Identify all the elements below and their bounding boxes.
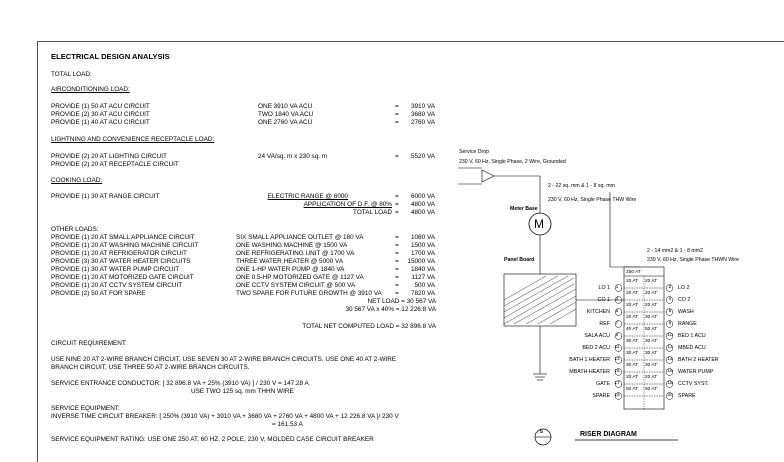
net-load: NET LOAD = 30 567 VA (367, 298, 436, 305)
other-item: PROVIDE (1) 20 AT SMALL APPLIANCE CIRCUIT (51, 234, 195, 241)
cooking-eq-1: = (395, 193, 399, 200)
circuit-label-right: WATER PUMP (678, 369, 714, 375)
circuit-number-right: 18 (667, 381, 673, 386)
circuit-heading: CIRCUIT REQUIREMENT: (51, 340, 127, 347)
wire1-spec-b: 230 V, 60 Hz, Single Phase THW Wire (548, 197, 637, 203)
circuit-label-right: MBED ACU (678, 345, 706, 351)
circuit-number-left: 13 (614, 357, 620, 362)
circuit-number-right: 6 (668, 309, 672, 314)
aircon-item: PROVIDE (1) 50 AT ACU CIRCUIT (51, 103, 150, 110)
circuit-label-right: LO 2 (678, 285, 690, 291)
circuit-label-left: BATH 1 HEATER (569, 357, 610, 363)
wire2-spec-a: 2 - 14 mm2 & 1 - 8 mm2 (647, 248, 703, 254)
other-value: 1840 VA (410, 266, 435, 273)
breaker-rating-left: 30 AT (626, 363, 639, 368)
demand-factor: 30 567 VA x 40% = 12 226.8 VA (345, 306, 436, 313)
circuit-number-right: 14 (667, 357, 673, 362)
service-drop-arrow (482, 170, 494, 182)
breaker-rating-left: 30 AT (626, 351, 639, 356)
lighting-item: PROVIDE (2) 20 AT LIGHTING CIRCUIT (51, 153, 167, 160)
breaker-rating-right: 30 AT (645, 363, 658, 368)
other-desc: ONE 0.5-HP MOTORIZED GATE @ 1127 VA (236, 274, 364, 281)
equip-heading: SERVICE EQUIPMENT: (51, 405, 120, 412)
wire2-spec-b: 230 V, 60 Hz, Single Phase THWN Wire (647, 257, 739, 263)
breaker-rating-left: 20 AT (626, 375, 639, 380)
circuit-number-right: 8 (668, 321, 672, 326)
lighting-heading: LIGHTNING AND CONVENIENCE RECEPTACLE LOAD: (51, 136, 215, 143)
other-eq: = (395, 234, 399, 241)
equip-line-2: = 161.53 A (272, 421, 303, 428)
cooking-heading: COOKING LOAD: (51, 177, 103, 184)
other-desc: SIX SMALL APPLIANCE OUTLET @ 180 VA (236, 234, 364, 241)
circuit-number-left: 9 (615, 333, 619, 338)
circuit-label-right: WASH (678, 309, 694, 315)
equip-line-1: INVERSE TIME CIRCUIT BREAKER: [ 250% (3910 VA) + 3910 VA + 3680 VA + 2760 VA + 4800 VA + 12 226.8 VA ]/ 230 V (51, 413, 399, 420)
aircon-value: 3910 VA (410, 103, 435, 110)
circuit-number-left: 11 (614, 345, 620, 350)
sec-line-2: USE TWO 125 sq. mm THHN WIRE (191, 388, 294, 395)
breaker-rating-left: 40 AT (626, 327, 639, 332)
breaker-rating-left: 20 AT (626, 303, 639, 308)
panel-board-label: Panel Board (504, 257, 535, 263)
other-value: 15000 VA (407, 258, 435, 265)
aircon-item: PROVIDE (2) 30 AT ACU CIRCUIT (51, 111, 150, 118)
circuit-label-right: CO 2 (678, 297, 691, 303)
aircon-item: PROVIDE (1) 40 AT ACU CIRCUIT (51, 119, 150, 126)
other-eq: = (395, 258, 399, 265)
other-eq: = (395, 290, 399, 297)
cooking-val-1: 6000 VA (410, 193, 435, 200)
circuit-number-left: 15 (614, 369, 620, 374)
aircon-value: 2760 VA (410, 119, 435, 126)
breaker-rating-right: 20 AT (645, 291, 658, 296)
circuit-number-left: 1 (615, 285, 619, 290)
circuit-number-left: 5 (615, 309, 619, 314)
breaker-rating-left: 50 AT (626, 387, 639, 392)
other-eq: = (395, 266, 399, 273)
total-net-load: TOTAL NET COMPUTED LOAD = 32 896.8 VA (302, 323, 436, 330)
cooking-eq-3: = (395, 209, 399, 216)
circuit-number-left: 3 (615, 297, 619, 302)
other-eq: = (395, 282, 399, 289)
circuit-line-2: BRANCH CIRCUIT, USE THREE 50 AT 2-WIRE BRANCH CIRCUITS. (51, 364, 250, 371)
cooking-val-2: 4800 VA (410, 201, 435, 208)
circuit-number-right: 4 (668, 297, 672, 302)
page-title: ELECTRICAL DESIGN ANALYSIS (51, 52, 170, 61)
total-load-label: TOTAL LOAD: (51, 71, 92, 78)
rating-line: SERVICE EQUIPMENT RATING: USE ONE 250 AT, 60 HZ, 2 POLE, 230 V, MOLDED CASE CIRCUIT BREAKER (51, 436, 374, 443)
aircon-eq: = (395, 111, 399, 118)
breaker-rating-right: 20 AT (645, 303, 658, 308)
circuit-label-right: CCTV SYST. (678, 381, 709, 387)
other-item: PROVIDE (2) 50 AT FOR SPARE (51, 290, 146, 297)
lighting-value: 5520 VA (410, 153, 435, 160)
cooking-desc-1: ELECTRIC RANGE @ 6000 (267, 193, 348, 200)
circuit-label-right: RANGE (678, 321, 697, 327)
other-item: PROVIDE (3) 30 AT WATER HEATER CIRCUITS (51, 258, 191, 265)
circuit-label-left: SPARE (592, 393, 610, 399)
breaker-rating-right: 30 AT (645, 315, 658, 320)
circuit-number-right: 16 (667, 369, 673, 374)
aircon-eq: = (395, 119, 399, 126)
riser-caption: RISER DIAGRAM (580, 431, 637, 438)
other-value: 500 VA (414, 282, 435, 289)
circuit-label-right: BED 1 ACU (678, 333, 706, 339)
breaker-rating-right: 30 AT (645, 351, 658, 356)
lighting-eq: = (395, 153, 399, 160)
main-breaker-rating: 250 AT (626, 270, 641, 275)
breaker-rating-right: 20 AT (645, 279, 658, 284)
circuit-label-left: REF (599, 321, 610, 327)
other-item: PROVIDE (1) 20 AT MOTORIZED GATE CIRCUIT (51, 274, 194, 281)
circuit-label-left: BED 2 ACU (582, 345, 610, 351)
other-desc: ONE CCTV SYSTEM CIRCUIT @ 500 VA (236, 282, 356, 289)
other-desc: THREE WATER HEATER @ 5000 VA (236, 258, 344, 265)
other-item: PROVIDE (1) 20 AT WASHING MACHINE CIRCUIT (51, 242, 199, 249)
breaker-rating-right: 50 AT (645, 327, 658, 332)
other-value: 1080 VA (410, 234, 435, 241)
circuit-line-1: USE NINE 20 AT 2-WIRE BRANCH CIRCUIT, USE SEVEN 30 AT 2-WIRE BRANCH CIRCUITS, USE ONE 40 AT 2-WIRE (51, 356, 397, 363)
other-desc: ONE 1-HP WATER PUMP @ 1840 VA (236, 266, 345, 273)
circuit-number-left: 7 (615, 321, 619, 326)
other-value: 7820 VA (410, 290, 435, 297)
breaker-rating-left: 20 AT (626, 279, 639, 284)
circuit-number-left: 17 (614, 381, 620, 386)
meter-base-label: Meter Base (510, 206, 538, 212)
circuit-number-right: 20 (667, 393, 673, 398)
circuit-label-left: CO 1 (597, 297, 610, 303)
sheet-number: 5 (540, 429, 543, 435)
breaker-rating-left: 20 AT (626, 291, 639, 296)
lighting-item: PROVIDE (2) 20 AT RECEPTACLE CIRCUIT (51, 161, 179, 168)
service-drop-label: Service Drop (459, 149, 489, 155)
other-value: 1127 VA (411, 274, 435, 281)
cooking-desc-2: APPLICATION OF D.F. @ 80% (303, 201, 392, 208)
cooking-item: PROVIDE (1) 30 AT RANGE CIRCUIT (51, 193, 160, 200)
breaker-rating-left: 20 AT (626, 315, 639, 320)
breaker-rating-right: 50 AT (645, 387, 658, 392)
circuit-label-left: KITCHEN (586, 309, 610, 315)
breaker-rating-left: 30 AT (626, 339, 639, 344)
circuit-label-right: SPARE (678, 393, 696, 399)
other-eq: = (395, 274, 399, 281)
circuit-number-right: 12 (667, 345, 673, 350)
other-desc: ONE WASHING MACHINE @ 1500 VA (236, 242, 348, 249)
circuit-number-right: 10 (667, 333, 673, 338)
other-item: PROVIDE (1) 20 AT REFRIGERATOR CIRCUIT (51, 250, 187, 257)
meter-symbol: M (534, 217, 544, 231)
circuit-label-left: MBATH HEATER (569, 369, 610, 375)
aircon-desc: ONE 2760 VA ACU (258, 119, 313, 126)
lighting-desc: 24 VA/sq. m x 230 sq. m (258, 153, 328, 160)
other-desc: ONE REFRIGERATING UNIT @ 1700 VA (236, 250, 355, 257)
circuit-number-right: 2 (668, 285, 672, 290)
breaker-rating-right: 30 AT (645, 339, 658, 344)
other-desc: TWO SPARE FOR FUTURE GROWTH @ 3910 VA (236, 290, 382, 297)
other-eq: = (395, 242, 399, 249)
aircon-desc: ONE 3910 VA ACU (258, 103, 313, 110)
circuit-number-left: 19 (614, 393, 620, 398)
aircon-eq: = (395, 103, 399, 110)
aircon-value: 3680 VA (410, 111, 435, 118)
cooking-eq-2: = (395, 201, 399, 208)
circuit-label-right: BATH 2 HEATER (678, 357, 719, 363)
other-heading: OTHER LOADS: (51, 226, 99, 233)
other-value: 1700 VA (410, 250, 435, 257)
cooking-desc-3: TOTAL LOAD (353, 209, 392, 216)
aircon-desc: TWO 1840 VA ACU (258, 111, 314, 118)
other-eq: = (395, 250, 399, 257)
other-value: 1500 VA (410, 242, 435, 249)
sec-line-1: SERVICE ENTRANCE CONDUCTOR: [ 32 896.8 VA + 25% (3910 VA) ] / 230 V = 147.28 A (51, 380, 309, 387)
circuit-label-left: SALA ACU (584, 333, 610, 339)
service-spec: 230 V, 60 Hz, Single Phase, 2 Wire, Grounded (459, 159, 566, 165)
drawing-sheet (37, 41, 784, 462)
other-item: PROVIDE (1) 20 AT CCTV SYSTEM CIRCUIT (51, 282, 183, 289)
circuit-label-left: LO 1 (598, 285, 610, 291)
other-item: PROVIDE (1) 30 AT WATER PUMP CIRCUIT (51, 266, 180, 273)
circuit-label-left: GATE (595, 381, 610, 387)
breaker-rating-right: 20 AT (645, 375, 658, 380)
aircon-heading: AIRCONDITIONING LOAD: (51, 86, 130, 93)
cooking-val-3: 4800 VA (410, 209, 435, 216)
wire1-spec-a: 2 - 22 sq. mm & 1 - 8 sq. mm (548, 183, 615, 189)
